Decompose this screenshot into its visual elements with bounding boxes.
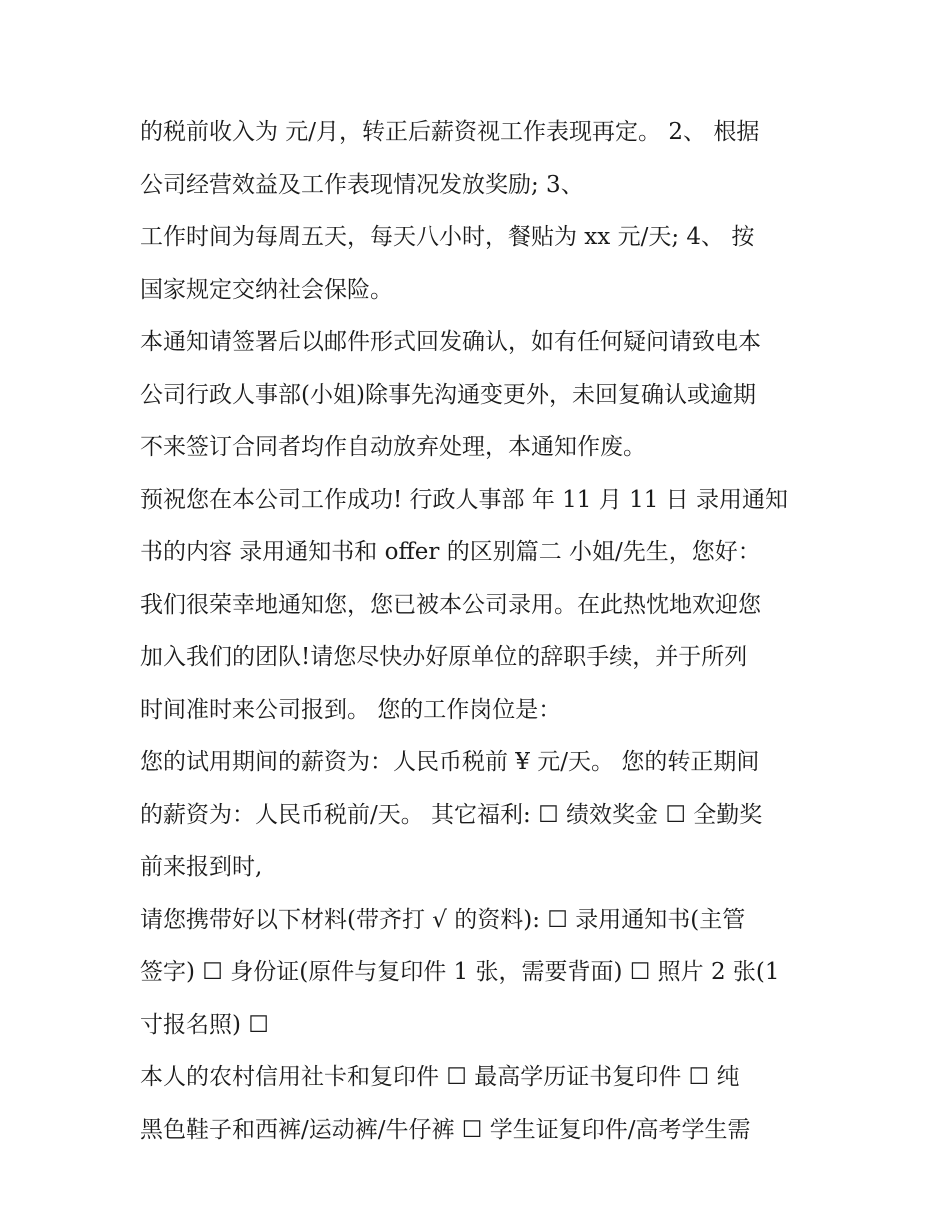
text-line: 不来签订合同者均作自动放弃处理，本通知作废。 [140,434,646,460]
text-line: 预祝您在本公司工作成功! 行政人事部 年 11 月 11 日 录用通知 [140,486,788,513]
text-line: 公司行政人事部(小姐)除事先沟通变更外，未回复确认或逾期 [140,381,756,408]
text-line: 本人的农村信用社卡和复印件 ☐ 最高学历证书复印件 ☐ 纯 [140,1064,740,1090]
text-line: 工作时间为每周五天，每天八小时，餐贴为 xx 元/天; 4、 按 [140,224,755,250]
text-line: 书的内容 录用通知书和 offer 的区别篇二 小姐/先生，您好： [140,539,761,565]
text-line: 您的试用期间的薪资为：人民币税前 ¥ 元/天。 您的转正期间 [140,749,760,775]
text-line: 加入我们的团队!请您尽快办好原单位的辞职手续，并于所列 [140,644,748,670]
text-line: 的税前收入为 元/月，转正后薪资视工作表现再定。 2、 根据 [140,119,760,145]
document-body [140,106,820,1156]
text-line: 签字) ☐ 身份证(原件与复印件 1 张，需要背面) ☐ 照片 2 张(1 [140,959,780,985]
text-line: 本通知请签署后以邮件形式回发确认，如有任何疑问请致电本 [140,329,761,355]
text-line: 的薪资为：人民币税前/天。 其它福利: ☐ 绩效奖金 ☐ 全勤奖 [140,801,763,828]
text-line: 公司经营效益及工作表现情况发放奖励; 3、 [140,171,584,198]
text-line: 时间准时来公司报到。 您的工作岗位是： [140,696,562,723]
text-line: 请您携带好以下材料(带齐打 √ 的资料): ☐ 录用通知书(主管 [140,906,746,933]
text-line: 前来报到时, [140,854,263,880]
text-line: 黑色鞋子和西裤/运动裤/牛仔裤 ☐ 学生证复印件/高考学生需 [140,1116,751,1143]
text-line: 国家规定交纳社会保险。 [140,276,393,303]
text-line: 我们很荣幸地通知您，您已被本公司录用。在此热忱地欢迎您 [140,591,761,618]
text-line: 寸报名照) ☐ [140,1011,269,1038]
